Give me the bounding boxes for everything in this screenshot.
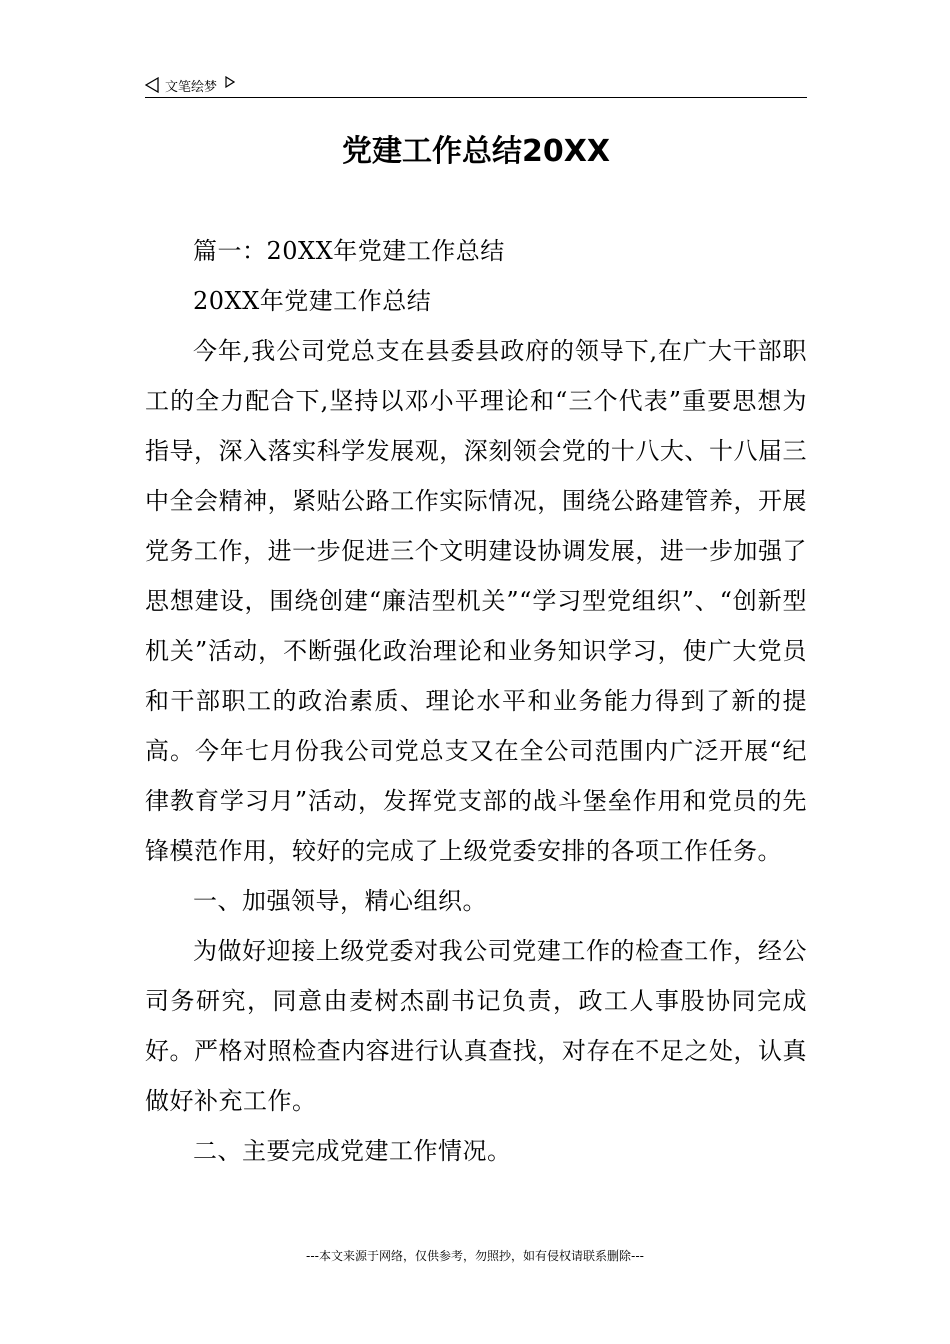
paragraph-section-one-heading: 一、加强领导，精心组织。 [193, 887, 487, 915]
page-header [145, 74, 807, 96]
document-body [145, 226, 807, 1176]
triangle-left-icon [145, 77, 159, 93]
paragraph-section-one-body: 为做好迎接上级党委对我公司党建工作的检查工作，经公司务研究，同意由麦树杰副书记负责，政工人事股协同完成好。严格对照检查内容进行认真查找，对存在不足之处，认真做好补充工作。 [145, 937, 807, 1115]
header-divider [145, 97, 807, 98]
footer-notice: ---本文来源于网络，仅供参考，勿照抄，如有侵权请联系删除--- [306, 1249, 644, 1263]
paragraph-subtitle: 20XX年党建工作总结 [193, 287, 432, 315]
paragraph-section-two-heading: 二、主要完成党建工作情况。 [193, 1137, 512, 1165]
paragraph-part-heading: 篇一：20XX年党建工作总结 [193, 237, 505, 265]
header-brand: 文笔绘梦 [165, 79, 218, 95]
paragraph-intro: 今年,我公司党总支在县委县政府的领导下,在广大干部职工的全力配合下,坚持以邓小平理论和“三个代表”重要思想为指导，深入落实科学发展观，深刻领会党的十八大、十八届三中全会精神，紧贴公路工作实际情况，围绕公路建管养，开展党务工作，进一步促进三个文明建设协调发展，进一步加强了思想建设，围绕创建“廉洁型机关”“学习型党组织”、“创新型机关”活动，不断强化政治理论和业务知识学习，使广大党员和干部职工的政治素质、理论水平和业务能力得到了新的提高。今年七月份我公司党总支又在全公司范围内广泛开展“纪律教育学习月”活动，发挥党支部的战斗堡垒作用和党员的先锋模范作用，较好的完成了上级党委安排的各项工作任务。 [145, 337, 807, 865]
document-title: 党建工作总结20XX [341, 134, 610, 169]
triangle-right-icon [225, 76, 235, 88]
